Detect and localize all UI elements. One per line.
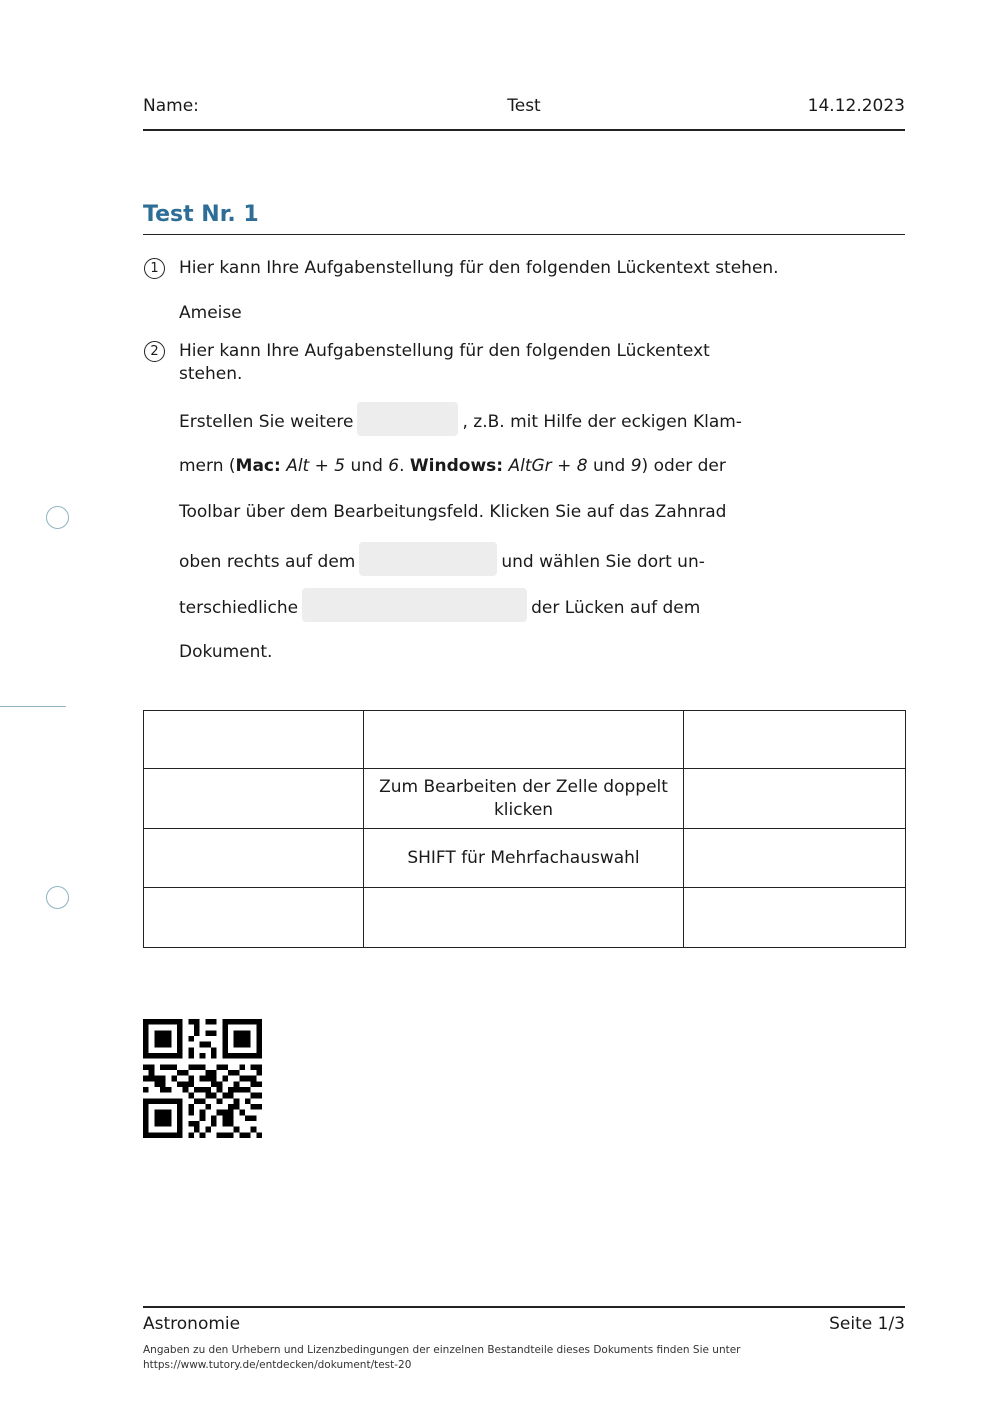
cloze-line: Toolbar über dem Bearbeitungsfeld. Klicken Sie auf das Zahnrad	[179, 502, 727, 522]
cloze-text: terschiedliche	[179, 598, 299, 618]
cloze-text: 8	[576, 456, 588, 476]
table-cell[interactable]: Zum Bearbeiten der Zelle doppelt klicken	[364, 769, 684, 829]
cloze-text: oben rechts auf dem	[179, 552, 356, 572]
cloze-text: und wählen Sie dort un-	[501, 552, 705, 572]
cloze-gap[interactable]	[302, 588, 527, 622]
table-cell[interactable]	[684, 769, 906, 829]
cloze-text: +	[309, 456, 335, 476]
name-label: Name:	[143, 96, 199, 116]
cloze-text: Alt	[286, 456, 310, 476]
instruction-line: Hier kann Ihre Aufgabenstellung für den folgenden Lückentext	[179, 341, 710, 361]
footer-page-number: Seite 1/3	[829, 1314, 905, 1334]
task-number-badge: 2	[144, 341, 165, 362]
cloze-gap[interactable]	[357, 402, 458, 436]
cloze-text: 5	[334, 456, 346, 476]
cloze-text: , z.B. mit Hilfe der eckigen Klam-	[462, 412, 742, 432]
fold-mark	[0, 706, 66, 707]
table-cell[interactable]	[144, 769, 364, 829]
license-notice: Angaben zu den Urhebern und Lizenzbedingungen der einzelnen Bestandteile dieses Dokuments finden Sie unter	[143, 1344, 741, 1356]
qr-code-icon	[143, 1019, 262, 1138]
cloze-text: Windows:	[409, 456, 504, 476]
table-cell[interactable]	[364, 888, 684, 948]
cloze-text: der Lücken auf dem	[531, 598, 701, 618]
cloze-line	[179, 455, 726, 478]
cloze-text: mern (	[179, 456, 236, 476]
cloze-text: Erstellen Sie weitere	[179, 412, 354, 432]
table-cell[interactable]: SHIFT für Mehrfachauswahl	[364, 829, 684, 888]
cloze-text: ) oder der	[641, 456, 726, 476]
table-cell[interactable]	[144, 829, 364, 888]
task-number-badge: 1	[144, 258, 165, 279]
section-title: Test Nr. 1	[143, 202, 259, 227]
document-date: 14.12.2023	[807, 96, 905, 116]
footer-subject: Astronomie	[143, 1314, 241, 1334]
punch-hole-mark	[46, 506, 69, 529]
cloze-text: .	[399, 456, 410, 476]
cloze-line	[179, 408, 742, 431]
cloze-line	[179, 594, 700, 617]
cloze-line	[179, 548, 705, 571]
task-instruction[interactable]	[179, 340, 710, 386]
table-cell[interactable]	[684, 829, 906, 888]
cloze-gap[interactable]	[359, 542, 497, 576]
punch-hole-mark	[46, 886, 69, 909]
content-table	[143, 710, 906, 948]
cloze-line: Dokument.	[179, 642, 273, 662]
task-instruction[interactable]: Hier kann Ihre Aufgabenstellung für den folgenden Lückentext stehen.	[179, 258, 779, 278]
section-rule	[143, 234, 905, 235]
table-cell[interactable]	[364, 711, 684, 769]
footer-rule	[143, 1306, 905, 1308]
task-answer[interactable]: Ameise	[179, 303, 242, 323]
document-title: Test	[507, 96, 541, 116]
cloze-text: AltGr	[508, 456, 552, 476]
table-cell[interactable]	[684, 888, 906, 948]
table-cell[interactable]	[684, 711, 906, 769]
cloze-text: +	[551, 456, 577, 476]
cloze-text: und	[587, 456, 631, 476]
cloze-text: und	[345, 456, 389, 476]
table-cell[interactable]	[144, 888, 364, 948]
license-link[interactable]: https://www.tutory.de/entdecken/dokument/test-20	[143, 1359, 412, 1371]
cloze-text: 9	[630, 456, 642, 476]
cloze-text: Mac:	[235, 456, 281, 476]
header-rule	[143, 129, 905, 131]
table-cell[interactable]	[144, 711, 364, 769]
instruction-line: stehen.	[179, 364, 243, 384]
cloze-text: 6	[388, 456, 400, 476]
